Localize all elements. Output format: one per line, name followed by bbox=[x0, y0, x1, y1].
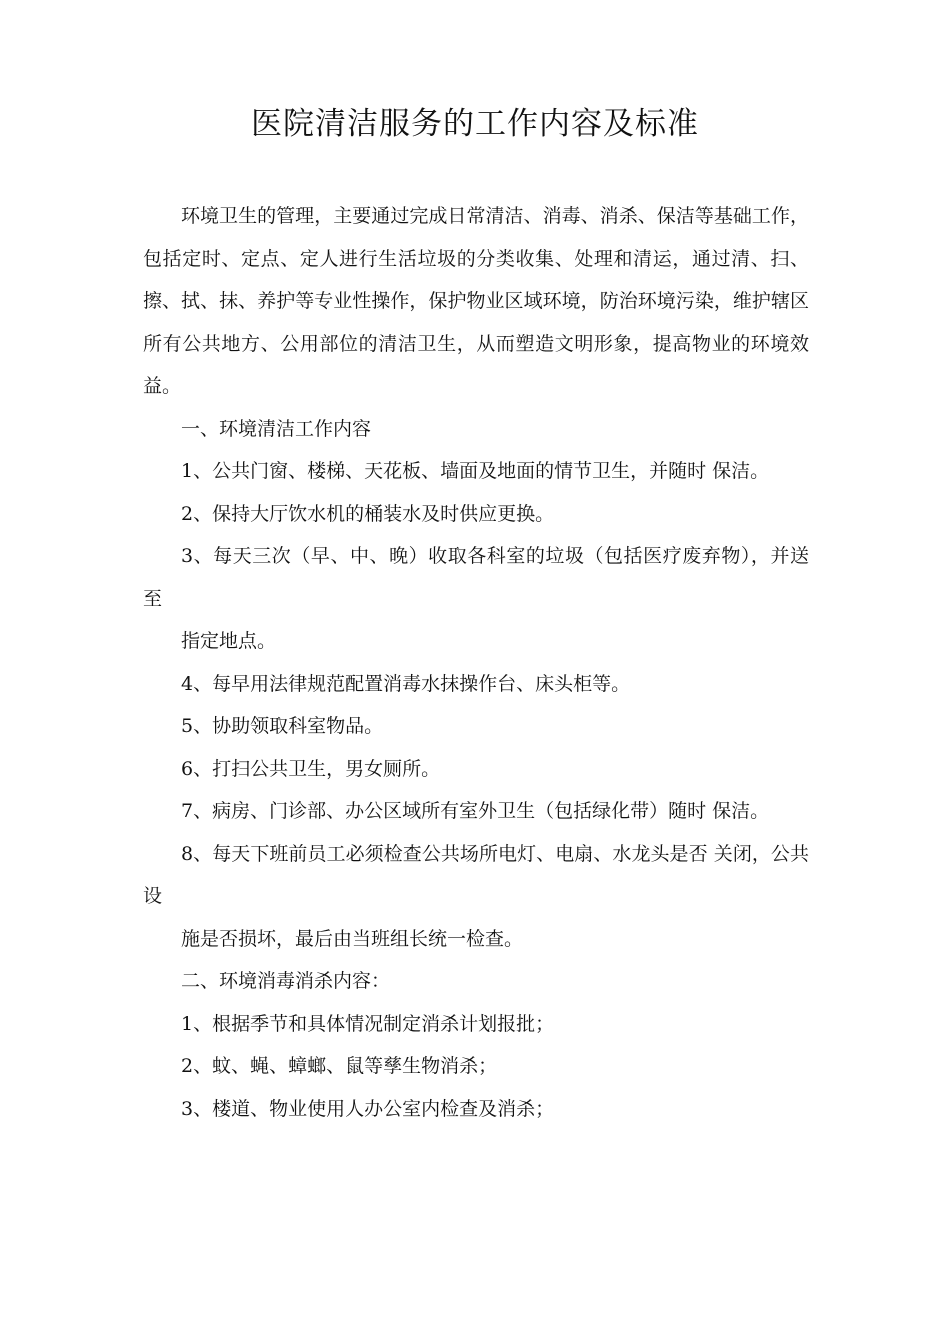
section-heading-1: 一、环境清洁工作内容 bbox=[181, 417, 372, 440]
list-item: 2、蚊、蝇、蟑螂、鼠等孳生物消杀； bbox=[181, 1055, 498, 1077]
list-item: 6、打扫公共卫生，男女厕所。 bbox=[181, 757, 441, 780]
list-item: 1、公共门窗、楼梯、天花板、墙面及地面的情节卫生，并随时 保洁。 bbox=[181, 460, 770, 482]
list-item-continuation: 施是否损坏，最后由当班组长统一检查。 bbox=[181, 927, 524, 950]
list-item: 7、病房、门诊部、办公区域所有室外卫生（包括绿化带）随时 保洁。 bbox=[181, 800, 770, 822]
list-item-continuation: 指定地点。 bbox=[181, 630, 277, 652]
list-item: 5、协助领取科室物品。 bbox=[181, 715, 384, 737]
list-item: 8、每天下班前员工必须检查公共场所电灯、电扇、水龙头是否 关闭，公共设 bbox=[143, 842, 809, 907]
list-item: 4、每早用法律规范配置消毒水抹操作台、床头柜等。 bbox=[181, 672, 631, 695]
paragraph-intro: 环境卫生的管理，主要通过完成日常清洁、消毒、消杀、保洁等基础工作，包括定时、定点、定人进行生活垃圾的分类收集、处理和清运，通过清、扫、擦、拭、抹、养护等专业性操作，保护物业区域环境，防治环境污染，维护辖区所有公共地方、公用部位的清洁卫生，从而塑造文明形象，提高物业的环境效益。 bbox=[143, 205, 809, 397]
list-item: 2、保持大厅饮水机的桶装水及时供应更换。 bbox=[181, 502, 555, 525]
section-heading-2: 二、环境消毒消杀内容： bbox=[181, 970, 391, 992]
document-title: 医院清洁服务的工作内容及标准 bbox=[251, 106, 699, 142]
document-body bbox=[143, 195, 809, 1130]
list-item: 3、每天三次（早、中、晚）收取各科室的垃圾（包括医疗废弃物），并送至 bbox=[143, 545, 809, 610]
list-item: 3、楼道、物业使用人办公室内检查及消杀； bbox=[181, 1097, 555, 1120]
list-item: 1、根据季节和具体情况制定消杀计划报批； bbox=[181, 1012, 555, 1035]
